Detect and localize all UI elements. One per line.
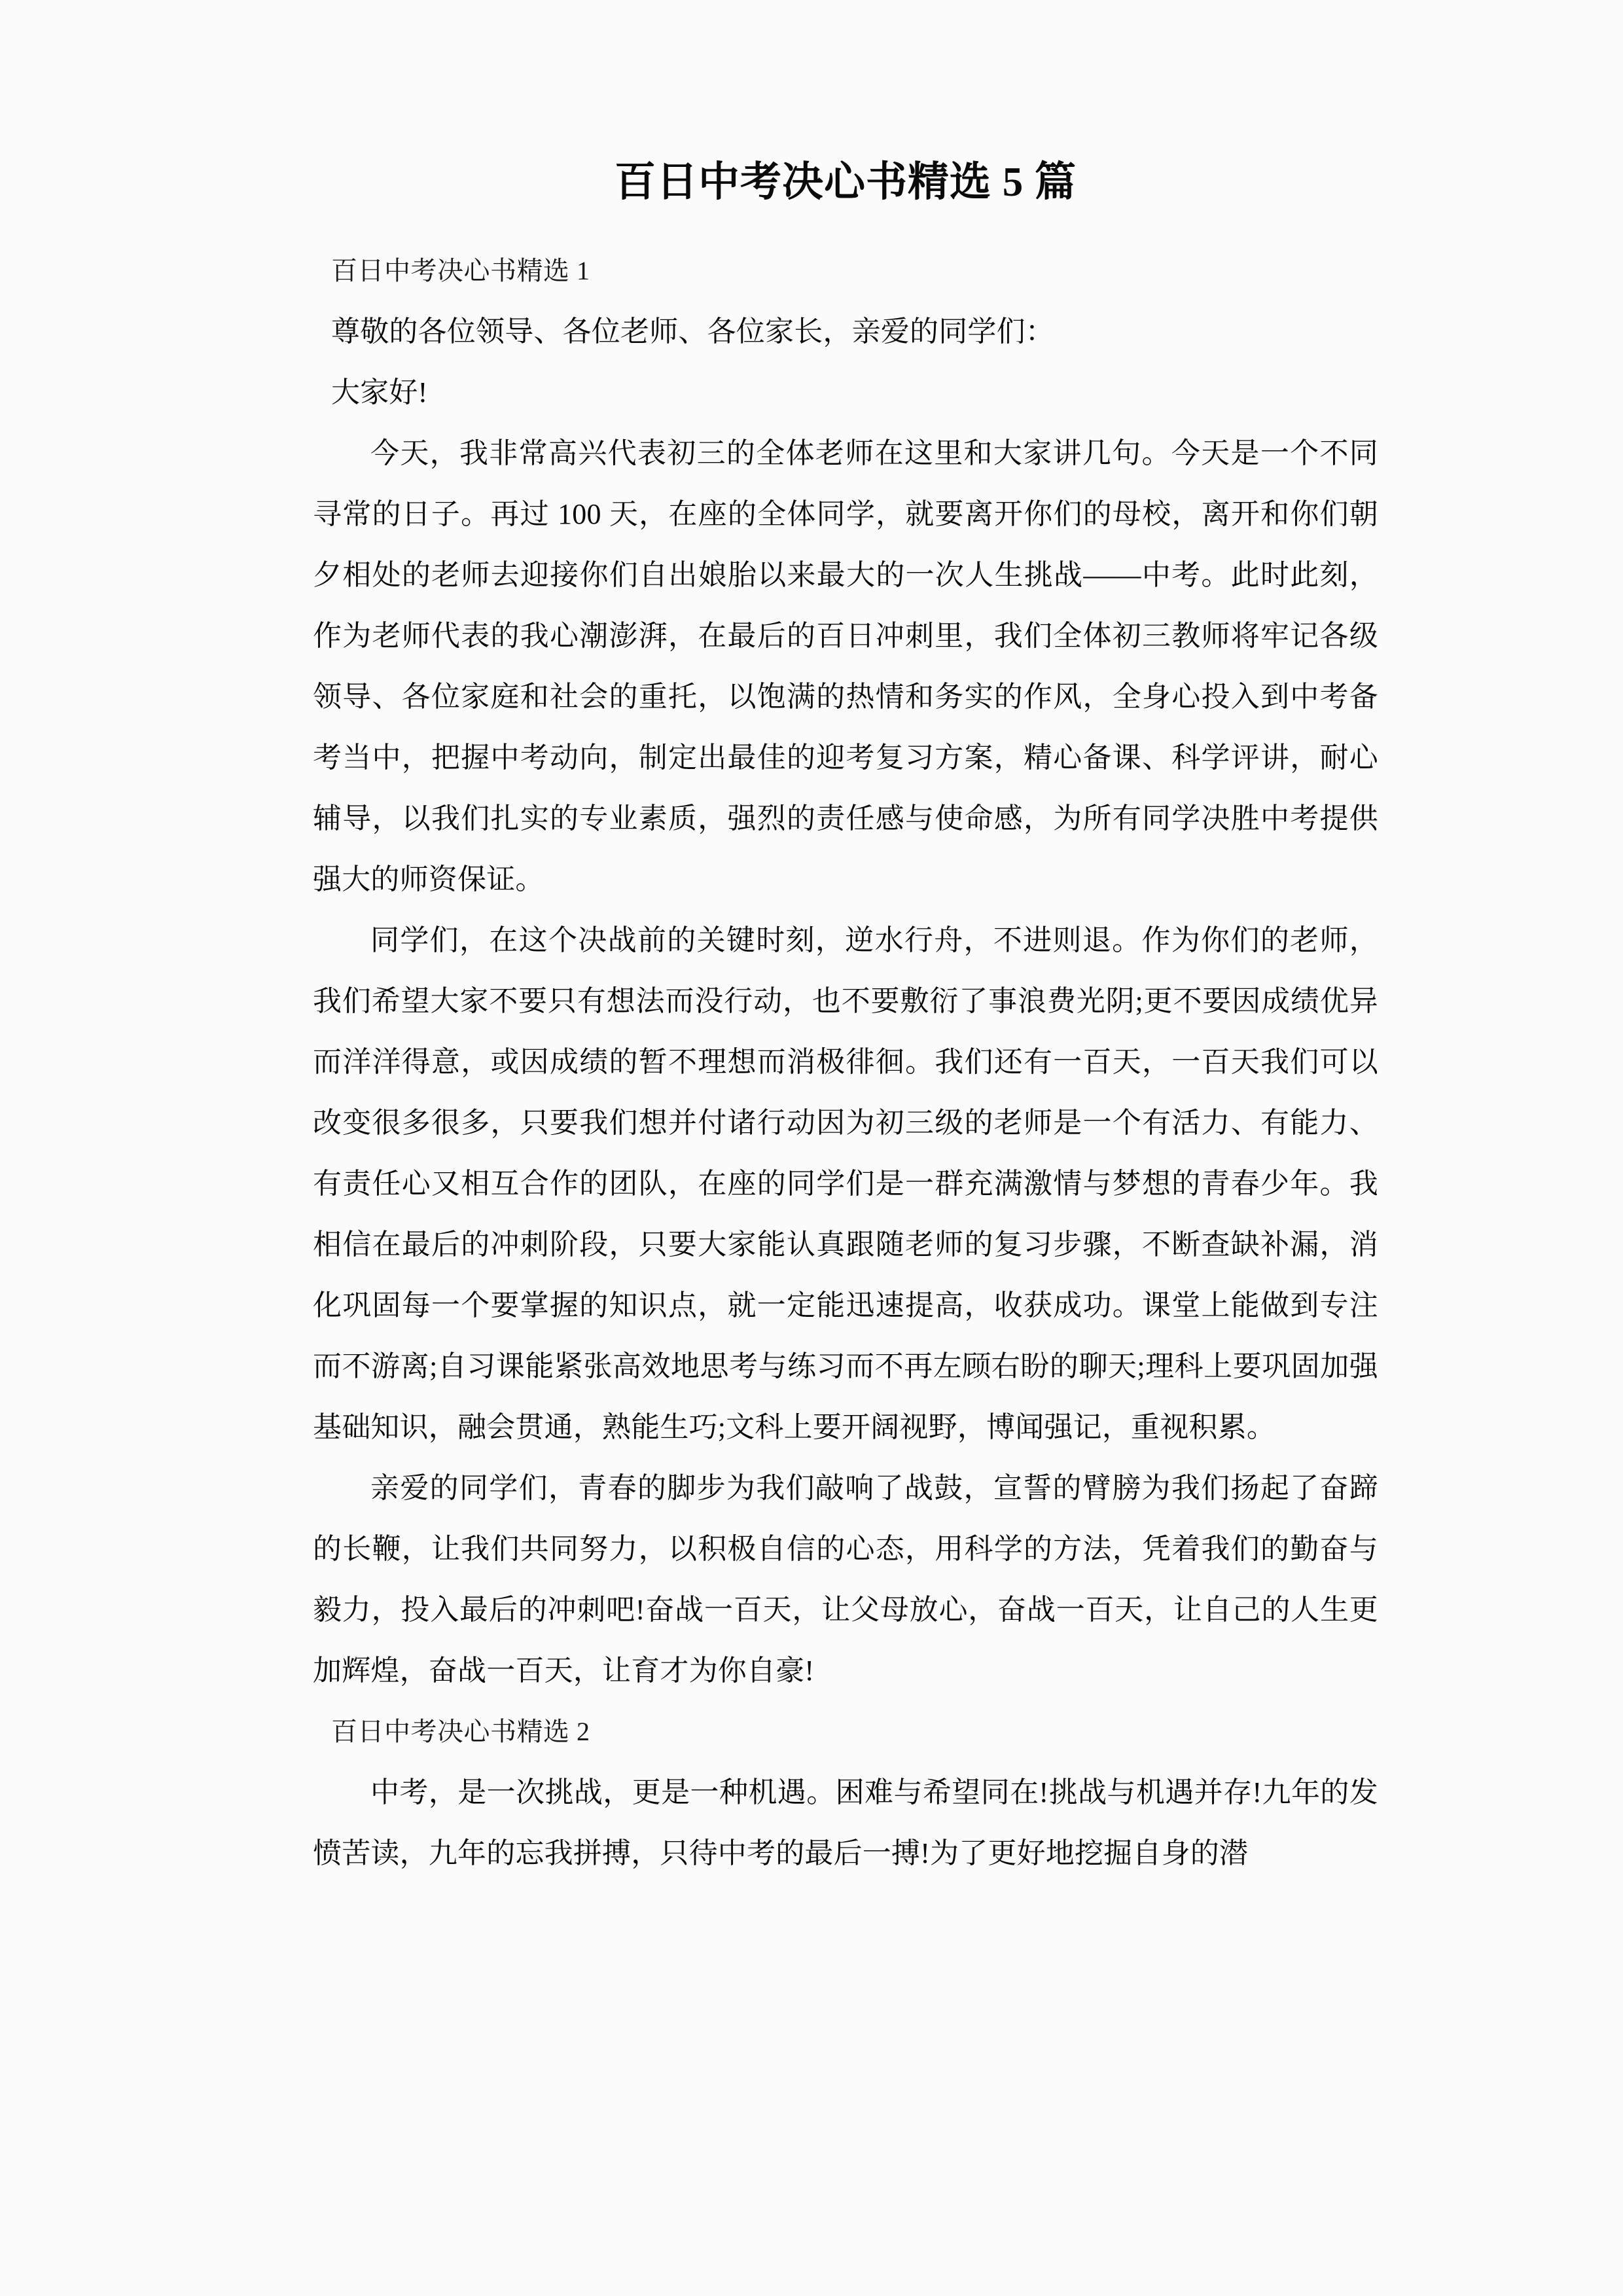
document-content xyxy=(313,154,1378,1884)
paragraph-greeting: 大家好! xyxy=(331,376,428,409)
paragraph-body-3: 亲爱的同学们，青春的脚步为我们敲响了战鼓，宣誓的臂膀为我们扬起了奋蹄的长鞭，让我们共同努力，以积极自信的心态，用科学的方法，凭着我们的勤奋与毅力，投入最后的冲刺吧!奋战一百天，让父母放心，奋战一百天，让自己的人生更加辉煌，奋战一百天，让育才为你自豪! xyxy=(313,1472,1378,1687)
paragraph-body-2: 同学们，在这个决战前的关键时刻，逆水行舟，不进则退。作为你们的老师，我们希望大家不要只有想法而没行动，也不要敷衍了事浪费光阴;更不要因成绩优异而洋洋得意，或因成绩的暂不理想而消极徘徊。我们还有一百天，一百天我们可以改变很多很多，只要我们想并付诸行动因为初三级的老师是一个有活力、有能力、有责任心又相互合作的团队，在座的同学们是一群充满激情与梦想的青春少年。我相信在最后的冲刺阶段，只要大家能认真跟随老师的复习步骤，不断查缺补漏，消化巩固每一个要掌握的知识点，就一定能迅速提高，收获成功。课堂上能做到专注而不游离;自习课能紧张高效地思考与练习而不再左顾右盼的聊天;理科上要巩固加强基础知识，融会贯通，熟能生巧;文科上要开阔视野，博闻强记，重视积累。 xyxy=(313,924,1378,1444)
paragraph-body-4: 中考，是一次挑战，更是一种机遇。困难与希望同在!挑战与机遇并存!九年的发愤苦读，九年的忘我拼搏，只待中考的最后一搏!为了更好地挖掘自身的潜 xyxy=(313,1776,1378,1870)
page-title: 百日中考决心书精选 5 篇 xyxy=(615,159,1077,205)
paragraph-salutation: 尊敬的各位领导、各位老师、各位家长，亲爱的同学们： xyxy=(331,315,1054,348)
section-heading-1: 百日中考决心书精选 1 xyxy=(331,256,590,286)
section-heading-2: 百日中考决心书精选 2 xyxy=(331,1717,590,1747)
paragraph-body-1: 今天，我非常高兴代表初三的全体老师在这里和大家讲几句。今天是一个不同寻常的日子。再过 100 天，在座的全体同学，就要离开你们的母校，离开和你们朝夕相处的老师去迎接你们自出娘胎以来最大的一次人生挑战——中考。此时此刻，作为老师代表的我心潮澎湃，在最后的百日冲刺里，我们全体初三教师将牢记各级领导、各位家庭和社会的重托，以饱满的热情和务实的作风，全身心投入到中考备考当中，把握中考动向，制定出最佳的迎考复习方案，精心备课、科学评讲，耐心辅导，以我们扎实的专业素质，强烈的责任感与使命感，为所有同学决胜中考提供强大的师资保证。 xyxy=(313,437,1378,896)
